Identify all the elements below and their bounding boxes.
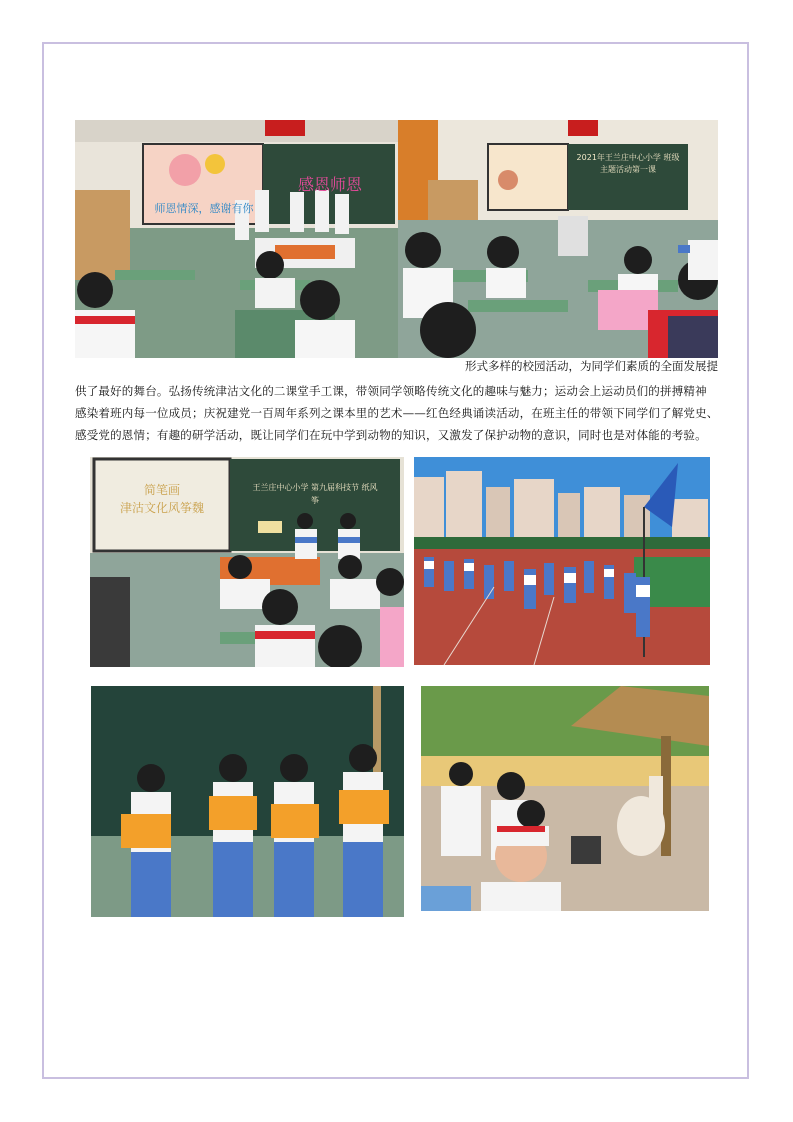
photo-classroom-thanks bbox=[75, 120, 398, 358]
caption-paragraph bbox=[75, 380, 718, 446]
screen-text-1: 简笔画 bbox=[143, 483, 180, 497]
caption-line-3: 感染着班内每一位成员；庆祝建党一百周年系列之课本里的艺术——红色经典诵读活动，在班主任的带领下同学们了解党史、 bbox=[75, 406, 719, 420]
photo-classroom-lesson bbox=[398, 120, 718, 358]
board-text: 2021年王兰庄中心小学 班级主题活动第一课 bbox=[576, 153, 680, 174]
caption-line-4: 感受党的恩情；有趣的研学活动，既让同学们在玩中学到动物的知识，又激发了保护动物的意识，同时也是对体能的考验。 bbox=[75, 428, 707, 442]
caption-line-2: 供了最好的舞台。弘扬传统津沽文化的二课堂手工课，带领同学领略传统文化的趣味与魅力；运动会上运动员们的拼搏精神 bbox=[75, 384, 707, 398]
caption-line-1: 形式多样的校园活动，为同学们素质的全面发展提 bbox=[465, 359, 718, 373]
board-text: 王兰庄中心小学 第九届科技节 纸风筝 bbox=[252, 483, 378, 505]
photo-kite-culture bbox=[90, 457, 404, 667]
photo-certificates bbox=[91, 686, 404, 917]
photo-zoo-trip bbox=[421, 686, 709, 911]
photo-sports-meet bbox=[414, 457, 710, 665]
board-text: 感恩师恩 bbox=[297, 175, 362, 194]
screen-text: 师恩情深，感谢有你 bbox=[154, 202, 254, 215]
screen-text-2: 津沽文化风筝魏 bbox=[119, 501, 204, 515]
